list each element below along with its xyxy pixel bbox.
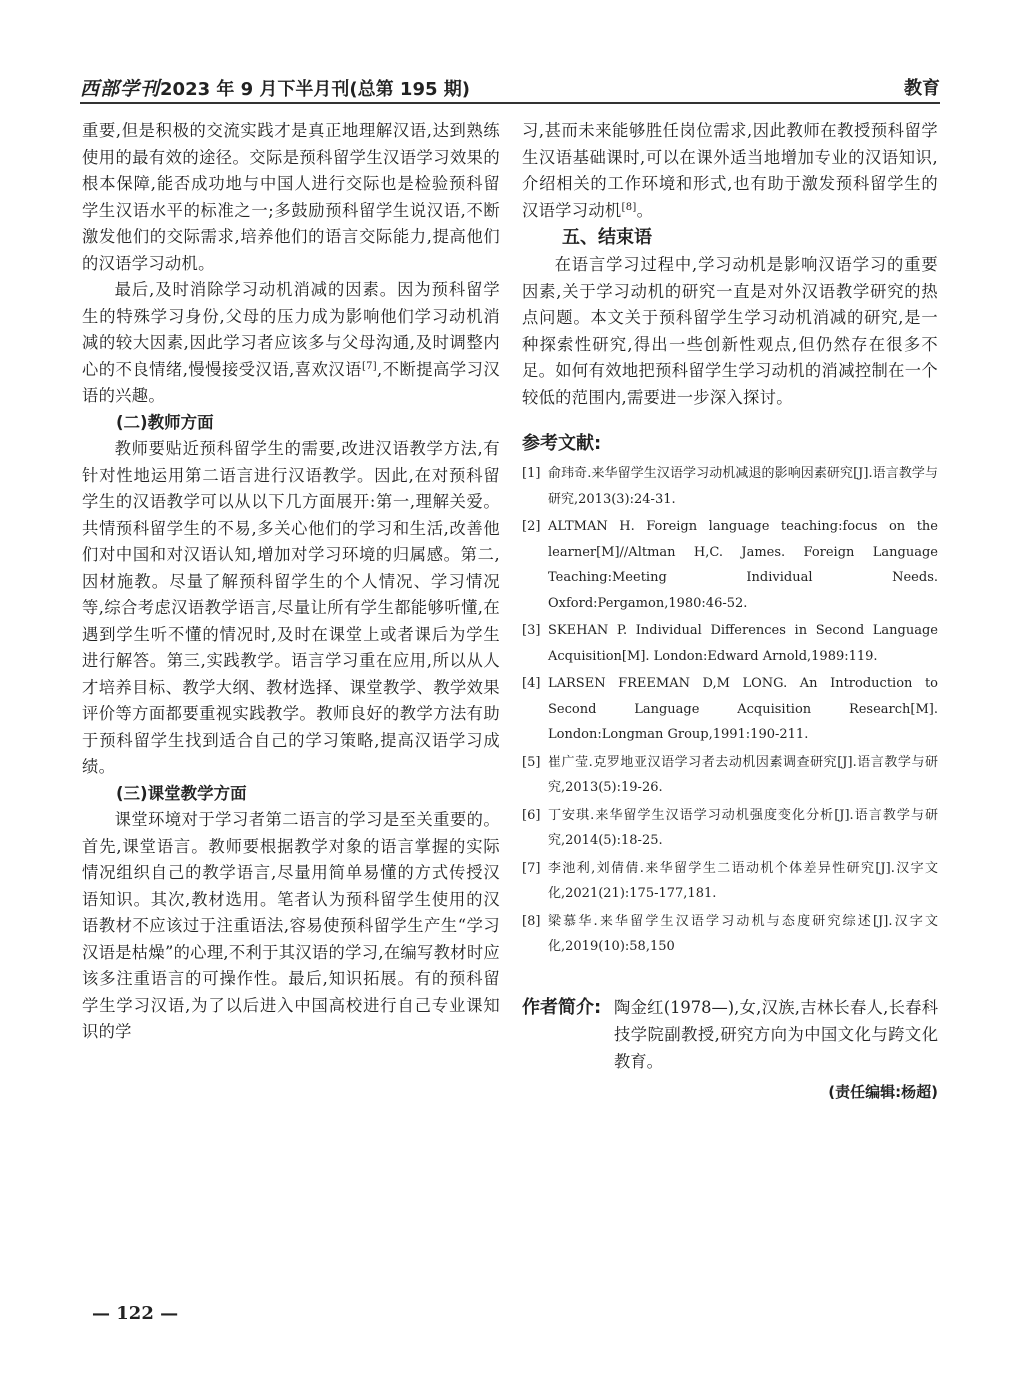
reference-text: 丁安琪.来华留学生汉语学习动机强度变化分析[J].语言教学与研究,2014(5):18-25. <box>548 807 938 848</box>
reference-text: ALTMAN H. Foreign language teaching:focus on the learner[M]//Altman H,C. James. Foreign Language Teaching:Meeting Individual Needs. Oxford:Pergamon,1980:46-52. <box>548 519 938 611</box>
reference-number: [8] <box>522 913 541 929</box>
reference-text: 俞玮奇.来华留学生汉语学习动机减退的影响因素研究[J].语言教学与研究,2013(3):24-31. <box>548 466 938 507</box>
references-list <box>522 461 938 960</box>
author-bio <box>522 994 938 1075</box>
paragraph: 重要,但是积极的交流实践才是真正地理解汉语,达到熟练使用的最有效的途径。交际是预科留学生汉语学习效果的根本保障,能否成功地与中国人进行交际也是检验预科留学生汉语水平的标准之一;多鼓励预科留学生说汉语,不断激发他们的交际需求,培养他们的语言交际能力,提高他们的汉语学习动机。 <box>82 121 500 273</box>
issue-info: 2023 年 9 月下半月刊(总第 195 期) <box>160 79 470 100</box>
reference-text: 崔广莹.克罗地亚汉语学习者去动机因素调查研究[J].语言教学与研究,2013(5):19-26. <box>548 754 938 795</box>
reference-number: [2] <box>522 519 541 534</box>
paragraph-text: ,不断提高学习汉语的兴趣。 <box>82 359 500 405</box>
section-name: 教育 <box>904 78 940 99</box>
paragraph <box>82 277 500 410</box>
reference-text: 李池利,刘倩倩.来华留学生二语动机个体差异性研究[J].汉字文化,2021(21):175-177,181. <box>548 860 938 901</box>
subsection-heading: (三)课堂教学方面 <box>116 783 247 803</box>
responsible-editor: (责任编辑:杨超) <box>828 1082 938 1101</box>
reference-item <box>522 856 938 907</box>
paragraph: 教师要贴近预科留学生的需要,改进汉语教学方法,有针对性地运用第二语言进行汉语教学。因此,在对预科留学生的汉语教学可以从以下几方面展开:第一,理解关爱。共情预科留学生的不易,多关心他们的学习和生活,改善他们对中国和对汉语认知,增加对学习环境的归属感。第二,因材施教。尽量了解预科留学生的个人情况、学习情况等,综合考虑汉语教学语言,尽量让所有学生都能够听懂,在遇到学生听不懂的情况时,及时在课堂上或者课后为学生进行解答。第三,实践教学。语言学习重在应用,所以从人才培养目标、教学大纲、教材选择、课堂教学、教学效果评价等方面都要重视实践教学。教师良好的教学方法有助于预科留学生找到适合自己的学习策略,提高汉语学习成绩。 <box>82 439 500 776</box>
references-title: 参考文献: <box>522 433 602 454</box>
running-header <box>80 72 940 104</box>
paragraph-text: 最后,及时消除学习动机消减的因素。因为预科留学生的特殊学习身份,父母的压力成为影响他们学习动机消减的较大因素,因此学习者应该多与父母沟通,及时调整内心的不良情绪,慢慢接受汉语,喜欢汉语 <box>82 280 500 379</box>
left-column <box>82 118 500 1046</box>
right-column <box>522 118 938 1102</box>
subsection-heading: (二)教师方面 <box>116 412 214 432</box>
page-number: — 122 — <box>92 1303 179 1324</box>
reference-item <box>522 909 938 960</box>
reference-item <box>522 618 938 669</box>
reference-item <box>522 671 938 748</box>
citation: [8] <box>621 201 637 213</box>
section-heading: 五、结束语 <box>562 227 652 248</box>
paragraph: 课堂环境对于学习者第二语言的学习是至关重要的。首先,课堂语言。教师要根据教学对象的语言掌握的实际情况组织自己的教学语言,尽量用简单易懂的方式传授汉语知识。其次,教材选用。笔者认为预科留学生使用的汉语教材不应该过于注重语法,容易使预科留学生产生“学习汉语是枯燥”的心理,不利于其汉语的学习,在编写教材时应该多注重语言的可操作性。最后,知识拓展。有的预科留学生学习汉语,为了以后进入中国高校进行自己专业课知识的学 <box>82 810 500 1041</box>
author-text: 陶金红(1978—),女,汉族,吉林长春人,长春科技学院副教授,研究方向为中国文化与跨文化教育。 <box>614 997 938 1071</box>
reference-number: [7] <box>522 860 541 876</box>
citation: [7] <box>361 360 378 372</box>
paragraph-text: 习,甚而未来能够胜任岗位需求,因此教师在教授预科留学生汉语基础课时,可以在课外适当地增加专业的汉语知识,介绍相关的工作环境和形式,也有助于激发预科留学生的汉语学习动机 <box>522 121 938 220</box>
reference-number: [6] <box>522 807 541 823</box>
reference-item <box>522 514 938 616</box>
author-label: 作者简介: <box>522 996 602 1018</box>
paragraph-text: 。 <box>636 200 654 220</box>
reference-number: [5] <box>522 754 541 770</box>
reference-text: 梁慕华.来华留学生汉语学习动机与态度研究综述[J].汉字文化,2019(10):58,150 <box>548 913 938 954</box>
reference-text: LARSEN FREEMAN D,M LONG. An Introduction to Second Language Acquisition Research[M]. London:Longman Group,1991:190-211. <box>548 676 938 742</box>
journal-logo: 西部学刊 <box>80 78 161 100</box>
reference-item <box>522 461 938 512</box>
journal-title <box>80 74 470 101</box>
reference-number: [3] <box>522 623 541 638</box>
paragraph: 在语言学习过程中,学习动机是影响汉语学习的重要因素,关于学习动机的研究一直是对外汉语教学研究的热点问题。本文关于预科留学生学习动机消减的研究,是一种探索性研究,得出一些创新性观点,但仍然存在很多不足。如何有效地把预科留学生学习动机的消减控制在一个较低的范围内,需要进一步深入探讨。 <box>522 255 938 407</box>
reference-item <box>522 750 938 801</box>
paragraph <box>522 118 938 224</box>
reference-number: [4] <box>522 676 541 691</box>
reference-number: [1] <box>522 466 541 481</box>
reference-item <box>522 803 938 854</box>
reference-text: SKEHAN P. Individual Differences in Second Language Acquisition[M]. London:Edward Arnold,1989:119. <box>548 623 938 664</box>
